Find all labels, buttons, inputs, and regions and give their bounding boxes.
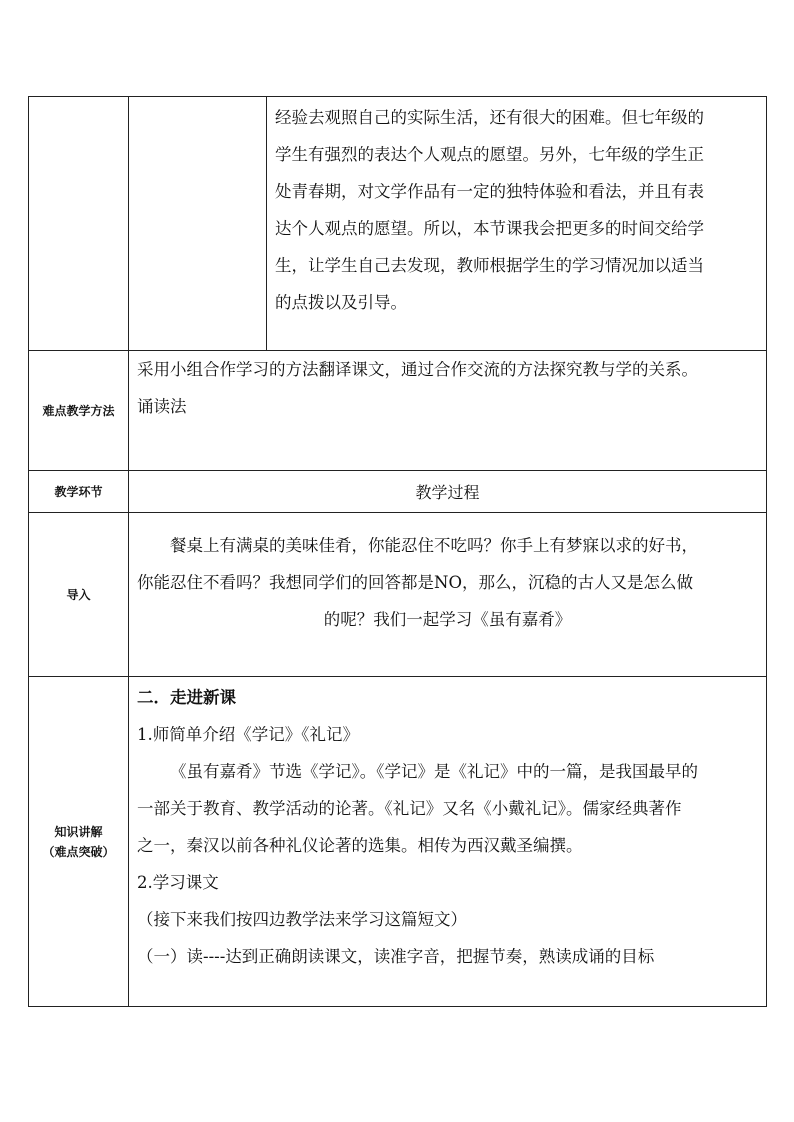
knowledge-text-cell (129, 677, 767, 1007)
section-heading: 二．走进新课 (137, 688, 236, 707)
method-row (29, 351, 767, 471)
context-line: 的点拨以及引导。 (275, 293, 407, 312)
method-note: （接下来我们按四边教学法来学习这篇短文） (137, 910, 467, 929)
context-line: 经验去观照自己的实际生活，还有很大的困难。但七年级的 (275, 108, 704, 127)
intro-row (29, 513, 767, 677)
knowledge-sublabel: （难点突破） (42, 844, 115, 859)
intro-paragraph-line: 《虽有嘉肴》节选《学记》。《学记》是《礼记》中的一篇，是我国最早的 (170, 762, 698, 781)
intro-paragraph-line: 一部关于教育、教学活动的论著。《礼记》又名《小戴礼记》。儒家经典著作 (137, 799, 682, 818)
context-empty-label-cell (29, 97, 129, 351)
stage-header-label: 教学环节 (29, 471, 129, 513)
knowledge-row (29, 677, 767, 1007)
method-label: 难点教学方法 (29, 351, 129, 471)
intro-line: 你能忍住不看吗？我想同学们的回答都是NO，那么，沉稳的古人又是怎么做 (137, 573, 693, 592)
context-line: 生，让学生自己去发现，教师根据学生的学习情况加以适当 (275, 256, 704, 275)
item-1: 1.师简单介绍《学记》《礼记》 (137, 725, 359, 744)
method-text-cell (129, 351, 767, 471)
knowledge-label: 知识讲解 (54, 824, 103, 839)
intro-text-cell (129, 513, 767, 677)
method-line: 诵读法 (137, 397, 187, 416)
intro-paragraph-line: 之一，秦汉以前各种礼仪论著的选集。相传为西汉戴圣编撰。 (137, 836, 583, 855)
knowledge-label-cell (29, 677, 129, 1007)
process-header-row (29, 471, 767, 513)
process-header-title: 教学过程 (129, 471, 767, 513)
intro-line: 的呢？我们一起学习《虽有嘉肴》 (323, 610, 572, 629)
context-row (29, 97, 767, 351)
context-text-cell (267, 97, 767, 351)
context-line: 学生有强烈的表达个人观点的愿望。另外，七年级的学生正 (275, 145, 704, 164)
context-line: 处青春期，对文学作品有一定的独特体验和看法，并且有表 (275, 182, 704, 201)
intro-line: 餐桌上有满桌的美味佳肴，你能忍住不吃吗？你手上有梦寐以求的好书， (170, 536, 698, 555)
item-2: 2.学习课文 (137, 873, 219, 892)
context-line: 达个人观点的愿望。所以，本节课我会把更多的时间交给学 (275, 219, 704, 238)
step-1: （一）读----达到正确朗读课文，读准字音，把握节奏，熟读成诵的目标 (137, 947, 655, 966)
lesson-plan-table (28, 96, 767, 1007)
method-line: 采用小组合作学习的方法翻译课文，通过合作交流的方法探究教与学的关系。 (137, 360, 698, 379)
intro-label: 导入 (29, 513, 129, 677)
context-empty-sub-cell (129, 97, 267, 351)
